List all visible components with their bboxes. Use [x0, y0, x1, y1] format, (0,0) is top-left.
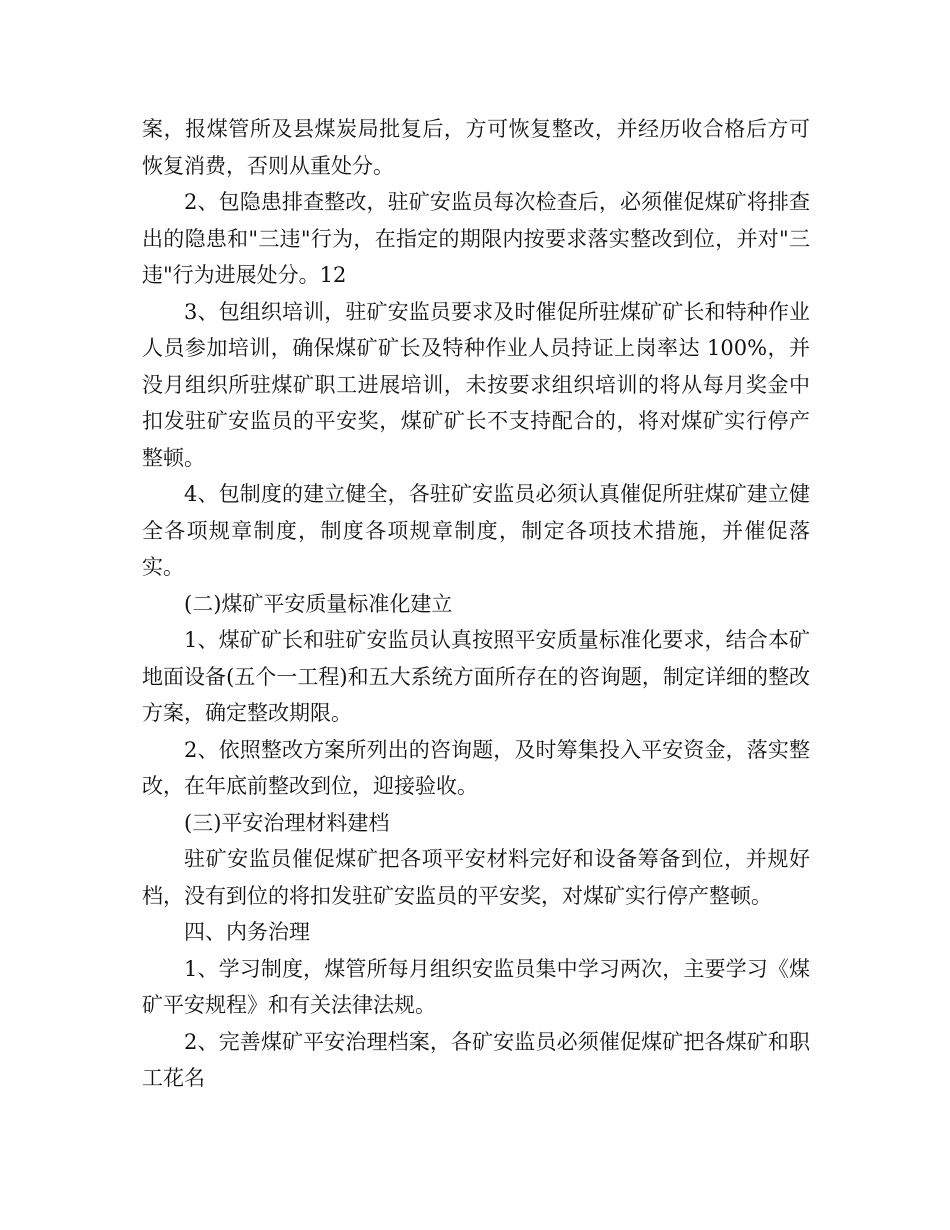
paragraph-standardization-1: 1、煤矿矿长和驻矿安监员认真按照平安质量标准化要求，结合本矿地面设备(五个一工程)和五大系统方面所存在的咨询题，制定详细的整改方案，确定整改期限。 — [142, 628, 810, 725]
paragraph-study-system: 1、学习制度，煤管所每月组织安监员集中学习两次，主要学习《煤矿平安规程》和有关法律法规。 — [142, 956, 810, 1017]
section-heading-standardization: (二)煤矿平安质量标准化建立 — [184, 591, 453, 616]
paragraph-system-establishment: 4、包制度的建立健全，各驻矿安监员必须认真催促所驻煤矿建立健全各项规章制度，制度各项规章制度，制定各项技术措施，并催促落实。 — [142, 482, 810, 579]
section-heading-archiving: (三)平安治理材料建档 — [184, 810, 390, 835]
document-body — [142, 111, 810, 1097]
section-heading-internal-management: 四、内务治理 — [184, 920, 310, 944]
paragraph-archiving: 驻矿安监员催促煤矿把各项平安材料完好和设备筹备到位，并规好档，没有到位的将扣发驻矿安监员的平安奖，对煤矿实行停产整顿。 — [142, 847, 810, 908]
paragraph-training: 3、包组织培训，驻矿安监员要求及时催促所驻煤矿矿长和特种作业人员参加培训，确保煤矿矿长及特种作业人员持证上岗率达 100%，并没月组织所驻煤矿职工进展培训，未按要求组织培训的将从每月奖金中扣发驻矿安监员的平安奖，煤矿矿长不支持配合的，将对煤矿实行停产整顿。 — [142, 299, 810, 470]
paragraph-archives: 2、完善煤矿平安治理档案，各矿安监员必须催促煤矿把各煤矿和职工花名 — [142, 1029, 810, 1090]
paragraph-continuation: 案，报煤管所及县煤炭局批复后，方可恢复整改，并经历收合格后方可恢复消费，否则从重处分。 — [142, 117, 810, 178]
paragraph-hazard-rectification: 2、包隐患排查整改，驻矿安监员每次检查后，必须催促煤矿将排查出的隐患和"三违"行为，在指定的期限内按要求落实整改到位，并对"三违"行为进展处分。12 — [142, 190, 810, 287]
paragraph-standardization-2: 2、依照整改方案所列出的咨询题，及时筹集投入平安资金，落实整改，在年底前整改到位，迎接验收。 — [142, 737, 810, 798]
